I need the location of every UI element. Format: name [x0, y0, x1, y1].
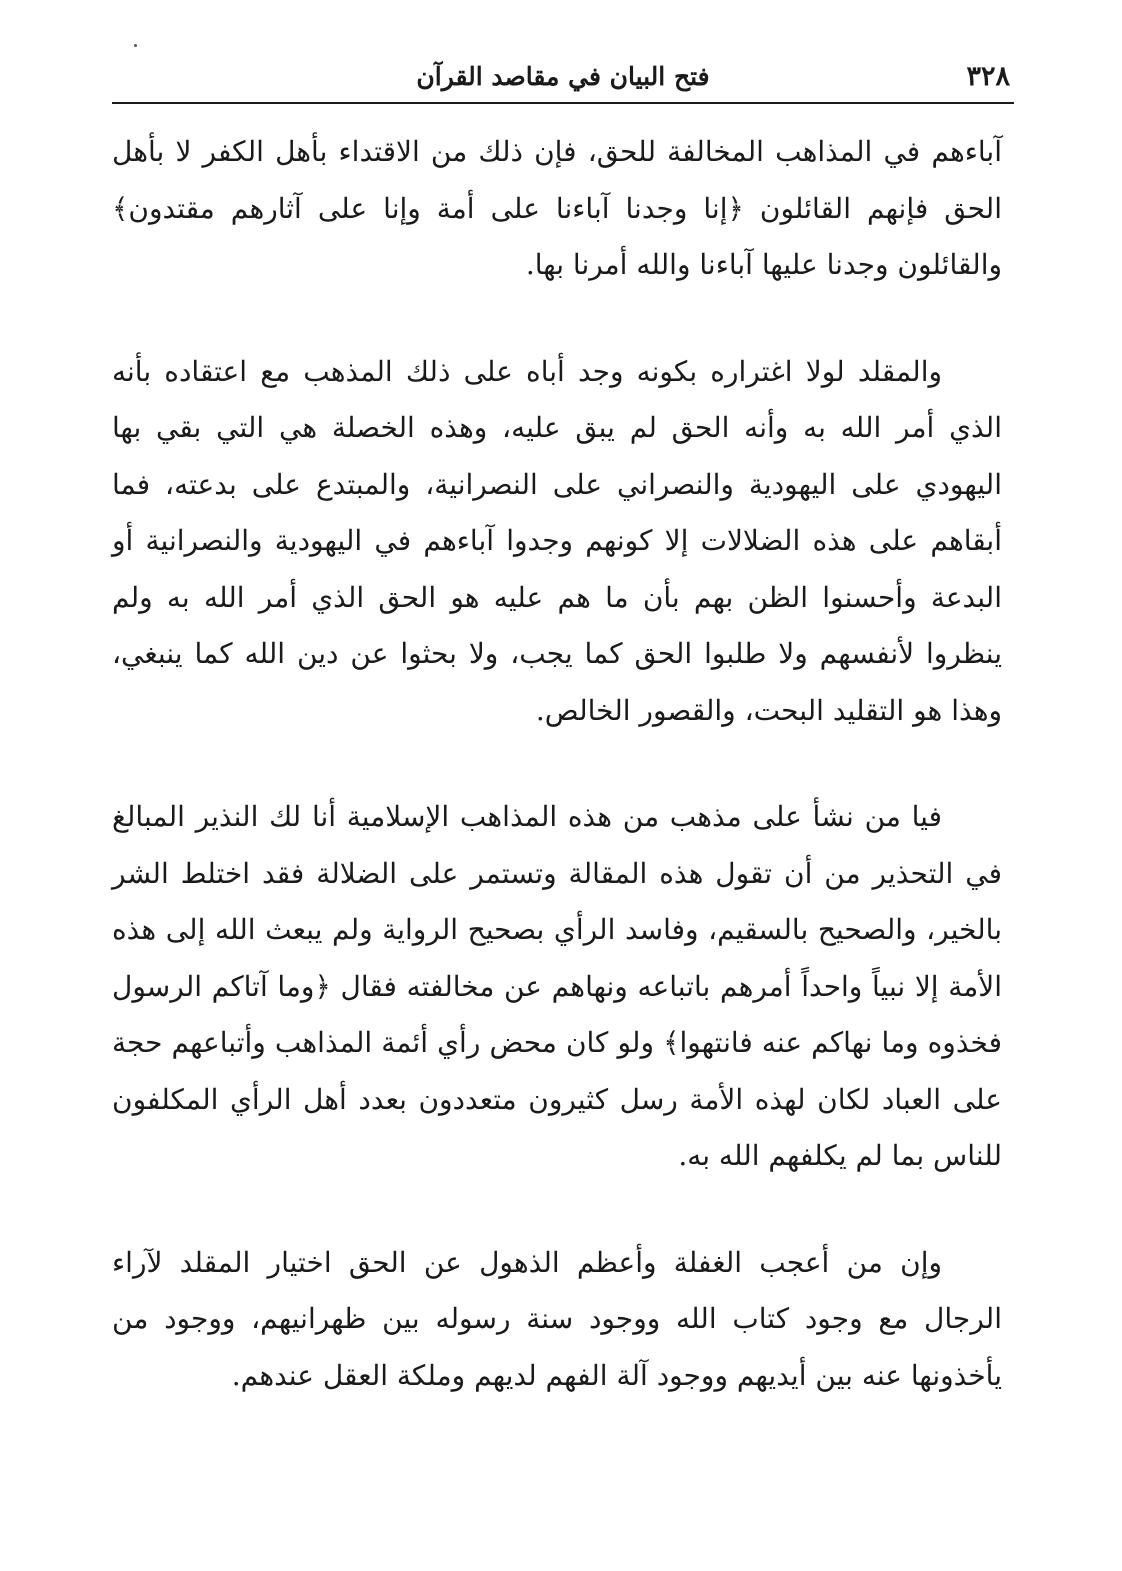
- page-header: [112, 54, 1014, 104]
- paragraph: آباءهم في المذاهب المخالفة للحق، فإن ذلك من الاقتداء بأهل الكفر لا بأهل الحق فإنهم القائلون ﴿إنا وجدنا آباءنا على أمة وإنا على آثارهم مقتدون﴾ والقائلون وجدنا عليها آباءنا والله أمرنا بها.: [112, 135, 1002, 281]
- print-speck: [134, 44, 137, 47]
- paragraph: فيا من نشأ على مذهب من هذه المذاهب الإسلامية أنا لك النذير المبالغ في التحذير من أن تقول هذه المقالة وتستمر على الضلالة فقد اختلط الشر بالخير، والصحيح بالسقيم، وفاسد الرأي بصحيح الرواية ولم يبعث الله إلى هذه الأمة إلا نبياً واحداً أمرهم باتباعه ونهاهم عن مخالفته فقال ﴿وما آتاكم الرسول فخذوه وما نهاكم عنه فانتهوا﴾ ولو كان محض رأي أئمة المذاهب وأتباعهم حجة على العباد لكان لهذه الأمة رسل كثيرون متعددون بعدد أهل الرأي المكلفون للناس بما لم يكلفهم الله به.: [112, 800, 1002, 1172]
- paragraph: وإن من أعجب الغفلة وأعظم الذهول عن الحق اختيار المقلد لآراء الرجال مع وجود كتاب الله ووجود سنة رسوله بين ظهرانيهم، ووجود من يأخذونها عنه بين أيديهم ووجود آلة الفهم لديهم وملكة العقل عندهم.: [112, 1245, 1002, 1392]
- running-title: فتح البيان في مقاصد القرآن: [416, 62, 710, 91]
- paragraph: والمقلد لولا اغتراره بكونه وجد أباه على ذلك المذهب مع اعتقاده بأنه الذي أمر الله به وأنه الحق لم يبق عليه، وهذه الخصلة هي التي بقي بها اليهودي على اليهودية والنصراني على النصرانية، والمبتدع على بدعته، فما أبقاهم على هذه الضلالات إلا كونهم وجدوا آباءهم في اليهودية والنصرانية أو البدعة وأحسنوا الظن بهم بأن ما هم عليه هو الحق الذي أمر الله به ولم ينظروا لأنفسهم ولا طلبوا الحق كما يجب، ولا بحثوا عن دين الله كما ينبغي، وهذا هو التقليد البحت، والقصور الخالص.: [112, 354, 1002, 727]
- header-rule: [112, 102, 1014, 104]
- page-number: ٣٢٨: [966, 61, 1010, 92]
- body-text: [112, 124, 1002, 1404]
